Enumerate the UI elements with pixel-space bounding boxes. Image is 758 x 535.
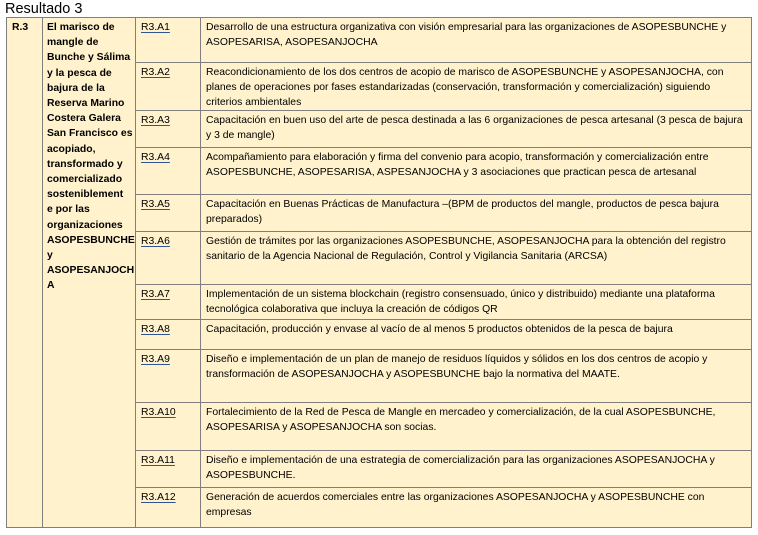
activity-code-text: R3.A4 <box>141 152 170 163</box>
activity-description: Fortalecimiento de la Red de Pesca de Mangle en mercadeo y comercialización, de la cual ASOPESBUNCHE, ASOPESARISA y ASOPESANJOCHA son socias. <box>201 403 752 451</box>
activity-description: Acompañamiento para elaboración y firma del convenio para acopio, transformación y comercialización entre ASOPESBUNCHE, ASOPESARISA, ASPESANJOCHA y 3 asociaciones que practican pesca de artesanal <box>201 148 752 195</box>
section-title: Resultado 3 <box>5 1 83 17</box>
activity-code-text: R3.A8 <box>141 324 170 335</box>
result-description-line: A <box>47 280 55 292</box>
activity-code-text: R3.A9 <box>141 354 170 365</box>
activity-code <box>136 285 201 320</box>
result-description-line: El marisco de <box>47 22 115 33</box>
activity-code <box>136 488 201 528</box>
result-description-line: Bunche y Sálima <box>47 52 131 64</box>
activity-description: Desarrollo de una estructura organizativa con visión empresarial para las organizaciones de ASOPESBUNCHE y ASOPESARISA, ASOPESANJOCHA <box>201 18 752 63</box>
activity-code <box>136 403 201 451</box>
result-description-line: e por las <box>47 204 90 216</box>
result-description-line: transformado y <box>47 158 123 170</box>
activity-code-text: R3.A11 <box>141 455 175 466</box>
activity-code <box>136 320 201 350</box>
activity-code-text: R3.A2 <box>141 67 170 78</box>
activity-code-text: R3.A12 <box>141 492 176 503</box>
activity-code <box>136 63 201 111</box>
result-description-line: Costera Galera <box>47 113 121 125</box>
activity-code-text: R3.A5 <box>141 199 170 210</box>
activity-code <box>136 195 201 232</box>
result-description-line: Reserva Marino <box>47 98 125 110</box>
activity-code-text: R3.A6 <box>141 236 170 247</box>
result-description-line: ASOPESANJOCH <box>47 265 135 277</box>
activity-code <box>136 111 201 148</box>
result-description-line: comercializado <box>47 174 123 186</box>
activity-code <box>136 350 201 403</box>
result-description-line: bajura de la <box>47 82 105 94</box>
activity-description: Diseño e implementación de una estrategia de comercialización para las organizaciones ASOPESANJOCHA y ASOPESBUNCHE. <box>201 451 752 488</box>
activity-code <box>136 232 201 285</box>
result-description-line: y <box>47 250 53 262</box>
activity-code <box>136 451 201 488</box>
activity-code <box>136 148 201 195</box>
result-description-line: acopiado, <box>47 143 96 155</box>
activity-description: Implementación de un sistema blockchain (registro consensuado, único y distribuido) mediante una plataforma tecnológica colaborativa que incluya la creación de códigos QR <box>201 285 752 320</box>
result-description <box>43 18 136 528</box>
activity-description: Gestión de trámites por las organizaciones ASOPESBUNCHE, ASOPESANJOCHA para la obtención del registro sanitario de la Agencia Nacional de Regulación, Control y Vigilancia Sanitaria (ARCSA) <box>201 232 752 285</box>
result-description-line: organizaciones <box>47 219 123 231</box>
activity-description: Generación de acuerdos comerciales entre las organizaciones ASOPESANJOCHA y ASOPESBUNCHE con empresas <box>201 488 752 528</box>
result-description-line: ASOPESBUNCHE <box>47 234 135 246</box>
activity-code-text: R3.A1 <box>141 22 170 33</box>
activity-code-text: R3.A10 <box>141 407 176 418</box>
activity-code <box>136 18 201 63</box>
activity-description: Reacondicionamiento de los dos centros de acopio de marisco de ASOPESBUNCHE y ASOPESANJOCHA, con planes de operaciones por fases estandarizadas (conservación, transformación y comercialización) siguiendo criterios ambientales <box>201 63 752 111</box>
activity-row <box>7 18 752 63</box>
result-description-line: sosteniblement <box>47 189 124 201</box>
activity-description: Capacitación en Buenas Prácticas de Manufactura –(BPM de productos del mangle, productos de pesca bajura preparados) <box>201 195 752 232</box>
result-description-line: mangle de <box>47 37 99 49</box>
result-description-line: y la pesca de <box>47 67 112 79</box>
result-id: R.3 <box>7 18 43 528</box>
result-description-line: San Francisco es <box>47 128 133 140</box>
results-table <box>6 17 752 528</box>
activity-code-text: R3.A3 <box>141 115 170 126</box>
activity-description: Diseño e implementación de un plan de manejo de residuos líquidos y sólidos en los dos centros de acopio y transformación de ASOPESANJOCHA y ASOPESBUNCHE bajo la normativa del MAATE. <box>201 350 752 403</box>
activity-description: Capacitación, producción y envase al vacío de al menos 5 productos obtenidos de la pesca de bajura <box>201 320 752 350</box>
activity-description: Capacitación en buen uso del arte de pesca destinada a las 6 organizaciones de pesca artesanal (3 pesca de bajura y 3 de mangle) <box>201 111 752 148</box>
activity-code-text: R3.A7 <box>141 289 170 300</box>
